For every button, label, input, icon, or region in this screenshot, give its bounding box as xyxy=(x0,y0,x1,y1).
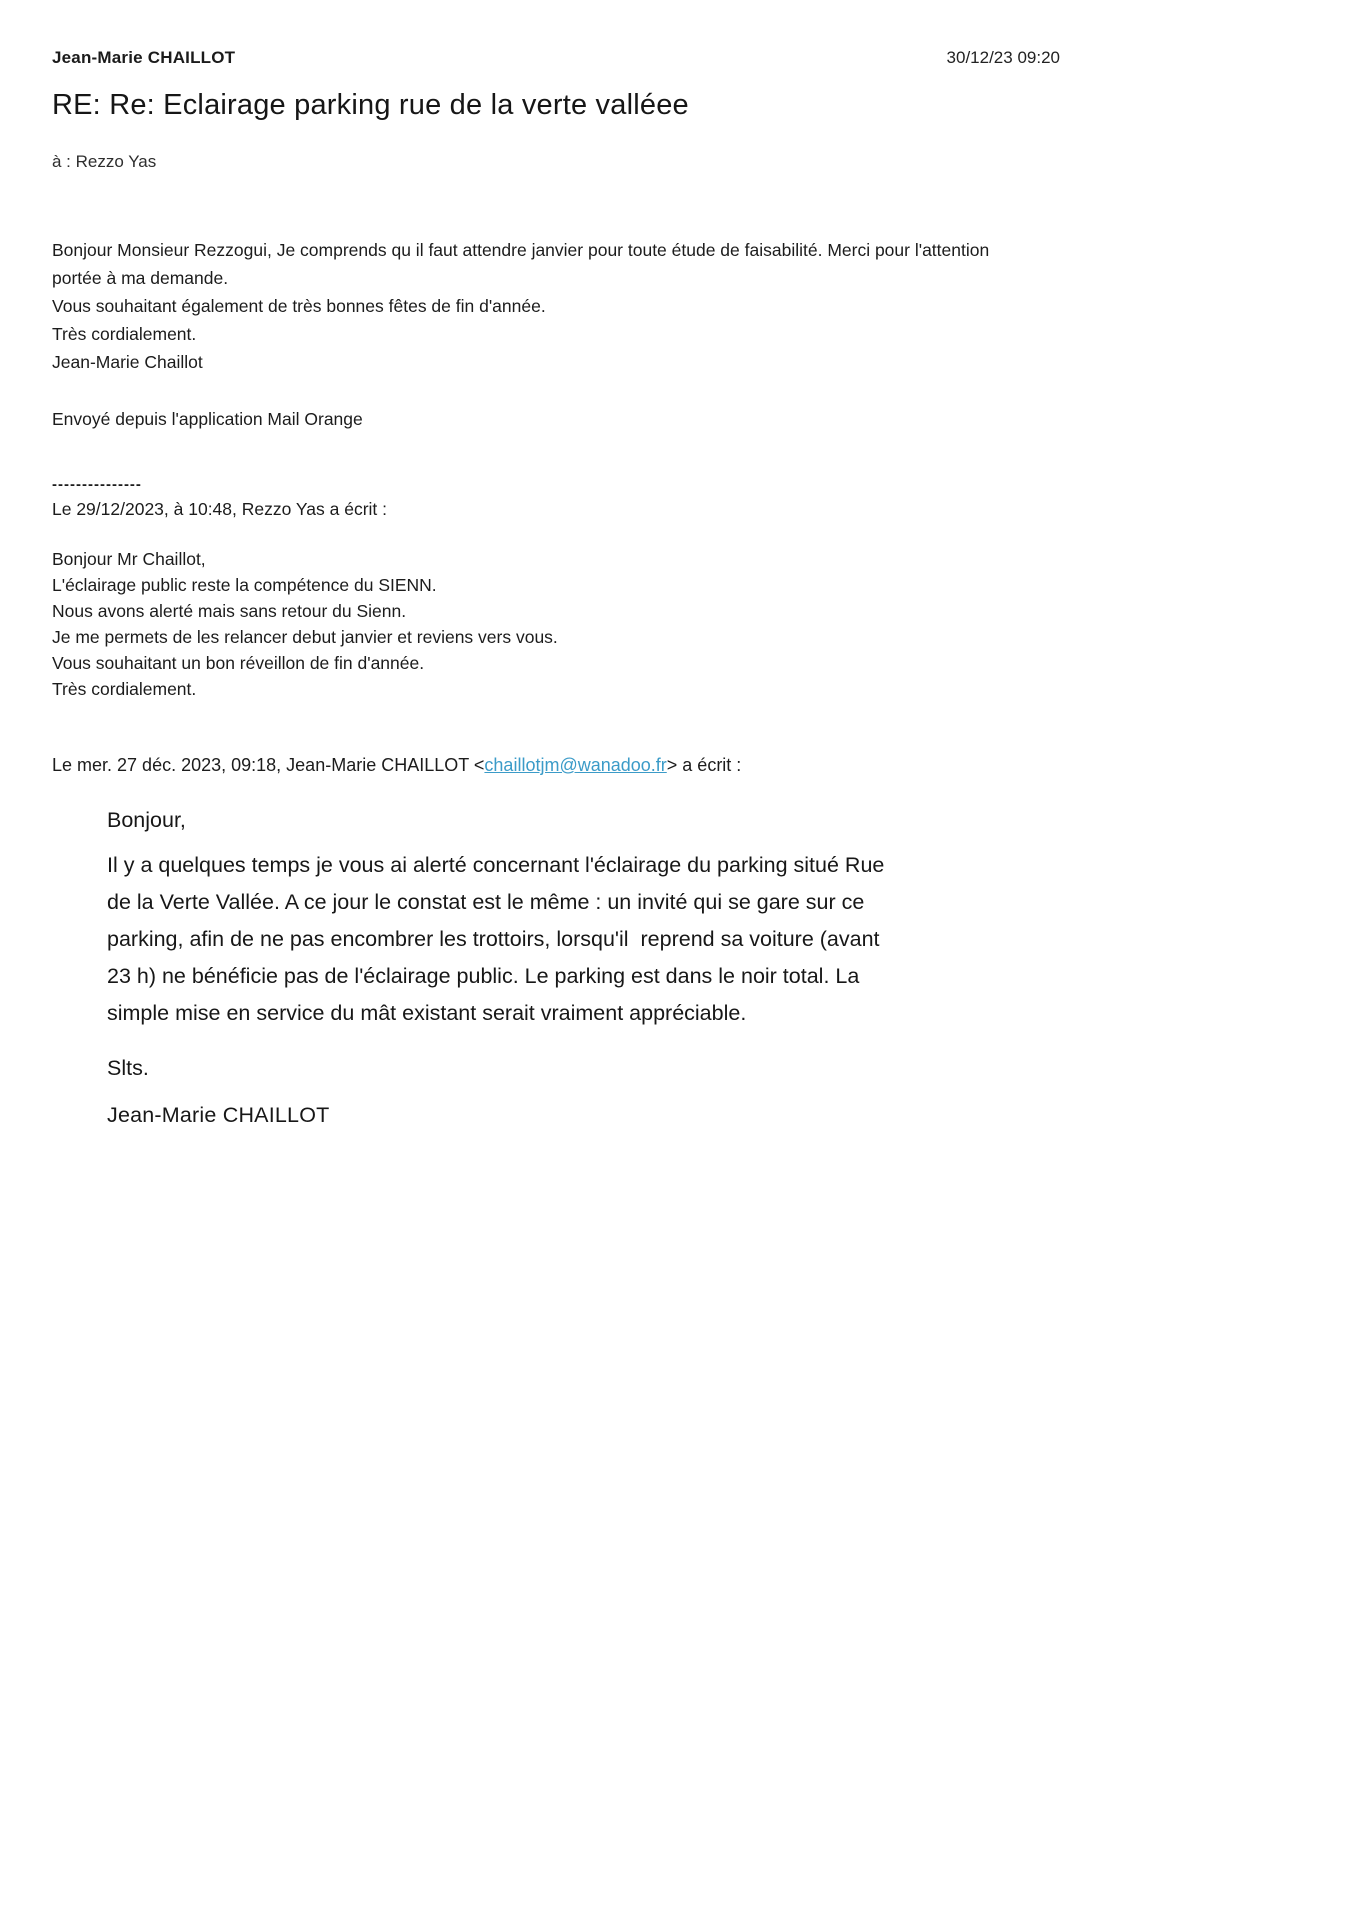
sender-name: Jean-Marie CHAILLOT xyxy=(52,48,236,67)
original-closing: Slts. xyxy=(107,1056,149,1080)
reply-line: Jean-Marie Chaillot xyxy=(52,352,203,372)
quote-separator: --------------- xyxy=(52,476,142,493)
quoted-line: Vous souhaitant un bon réveillon de fin d'année. xyxy=(52,653,425,673)
reply-line: portée à ma demande. xyxy=(52,268,229,288)
print-header xyxy=(52,48,1315,68)
email-subject: RE: Re: Eclairage parking rue de la verte valléee xyxy=(52,89,689,121)
quoted-line: Très cordialement. xyxy=(52,679,197,699)
quoted-line: Bonjour Mr Chaillot, xyxy=(52,549,206,569)
reply-message-body xyxy=(52,236,1315,376)
original-header-prefix: Le mer. 27 déc. 2023, 09:18, Jean-Marie CHAILLOT < xyxy=(52,755,485,775)
original-greeting: Bonjour, xyxy=(107,808,186,832)
original-signature: Jean-Marie CHAILLOT xyxy=(107,1103,330,1127)
original-paragraph xyxy=(107,847,1315,1032)
recipient-line: à : Rezzo Yas xyxy=(52,152,157,171)
print-datetime: 30/12/23 09:20 xyxy=(946,48,1060,67)
quoted-line: Je me permets de les relancer debut janvier et reviens vers vous. xyxy=(52,627,558,647)
reply-line: Bonjour Monsieur Rezzogui, Je comprends qu il faut attendre janvier pour toute étude de faisabilité. Merci pour l'attention xyxy=(52,240,990,260)
previous-message-body xyxy=(52,546,1315,702)
reply-line: Vous souhaitant également de très bonnes fêtes de fin d'année. xyxy=(52,296,546,316)
email-address-link[interactable]: chaillotjm@wanadoo.fr xyxy=(484,755,667,775)
original-line: simple mise en service du mât existant serait vraiment appréciable. xyxy=(107,1001,747,1025)
sent-from-app-note: Envoyé depuis l'application Mail Orange xyxy=(52,409,363,429)
quoted-line: Nous avons alerté mais sans retour du Sienn. xyxy=(52,601,407,621)
original-line: de la Verte Vallée. A ce jour le constat est le même : un invité qui se gare sur ce xyxy=(107,890,865,914)
original-line: parking, afin de ne pas encombrer les trottoirs, lorsqu'il reprend sa voiture (avant xyxy=(107,927,880,951)
reply-line: Très cordialement. xyxy=(52,324,197,344)
quoted-line: L'éclairage public reste la compétence du SIENN. xyxy=(52,575,437,595)
original-line: 23 h) ne bénéficie pas de l'éclairage public. Le parking est dans le noir total. La xyxy=(107,964,860,988)
original-header-suffix: > a écrit : xyxy=(666,755,742,775)
original-message-header xyxy=(52,755,1315,776)
original-line: Il y a quelques temps je vous ai alerté concernant l'éclairage du parking situé Rue xyxy=(107,853,885,877)
original-message-body xyxy=(107,808,1315,1128)
previous-message-header: Le 29/12/2023, à 10:48, Rezzo Yas a écrit : xyxy=(52,499,387,519)
